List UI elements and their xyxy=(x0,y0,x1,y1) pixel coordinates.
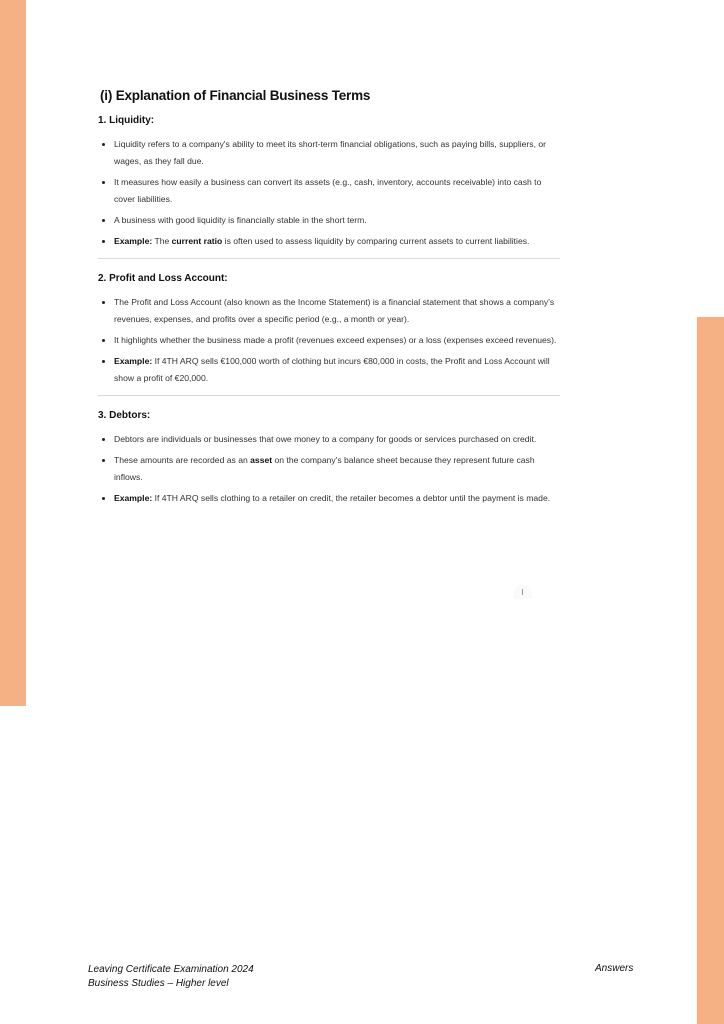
section-liquidity xyxy=(98,115,560,250)
section-profit-loss xyxy=(98,273,560,387)
item-text: Liquidity refers to a company's ability to meet its short-term financial obligations, such as paying bills, suppliers, or wages, as they fall due. xyxy=(114,139,547,166)
list-item xyxy=(98,233,560,250)
section-heading: 2. Profit and Loss Account: xyxy=(98,273,228,284)
item-text: These amounts are recorded as an xyxy=(114,455,251,465)
list-item xyxy=(98,294,560,328)
item-text: If 4TH ARQ sells clothing to a retailer on credit, the retailer becomes a debtor until the payment is made. xyxy=(152,493,551,503)
footer-line-subject: Business Studies – Higher level xyxy=(88,978,229,989)
footer-line-exam: Leaving Certificate Examination 2024 xyxy=(88,964,254,975)
list-item xyxy=(98,431,560,448)
item-text: on the company's balance sheet because they represent future cash inflows. xyxy=(114,455,535,482)
key-term: current ratio xyxy=(171,236,223,246)
list-item xyxy=(98,353,560,387)
divider xyxy=(98,395,560,396)
section-heading: 3. Debtors: xyxy=(98,410,151,421)
divider xyxy=(98,258,560,259)
scroll-down-indicator[interactable] xyxy=(514,585,532,599)
item-text: A business with good liquidity is financially stable in the short term. xyxy=(114,215,367,225)
list-item xyxy=(98,490,560,507)
page-title: (i) Explanation of Financial Business Terms xyxy=(100,88,371,103)
list-item xyxy=(98,452,560,486)
item-text: If 4TH ARQ sells €100,000 worth of clothing but incurs €80,000 in costs, the Profit and Loss Account will show a profit of €20,000. xyxy=(114,356,550,383)
item-text: Debtors are individuals or businesses that owe money to a company for goods or services purchased on credit. xyxy=(114,434,537,444)
item-text: It highlights whether the business made a profit (revenues exceed expenses) or a loss (expenses exceed revenues). xyxy=(114,335,557,345)
answer-content xyxy=(98,88,560,511)
example-label: Example: xyxy=(114,236,153,246)
list-item xyxy=(98,212,560,229)
section-heading: 1. Liquidity: xyxy=(98,115,155,126)
section-debtors xyxy=(98,410,560,507)
list-item xyxy=(98,332,560,349)
footer-answers-label: Answers xyxy=(595,963,634,974)
item-text: It measures how easily a business can convert its assets (e.g., cash, inventory, accounts receivable) into cash to cover liabilities. xyxy=(114,177,542,204)
list-item xyxy=(98,174,560,208)
footer-exam-info xyxy=(88,963,254,991)
example-label: Example: xyxy=(114,493,153,503)
item-text: The xyxy=(152,236,172,246)
left-accent-bar xyxy=(0,0,26,706)
key-term: asset xyxy=(250,455,273,465)
item-text: The Profit and Loss Account (also known as the Income Statement) is a financial statement that shows a company's revenues, expenses, and profits over a specific period (e.g., a month or year). xyxy=(114,297,555,324)
example-label: Example: xyxy=(114,356,153,366)
list-item xyxy=(98,136,560,170)
item-text: is often used to assess liquidity by comparing current assets to current liabilities. xyxy=(222,236,530,246)
right-accent-bar xyxy=(697,317,724,1024)
